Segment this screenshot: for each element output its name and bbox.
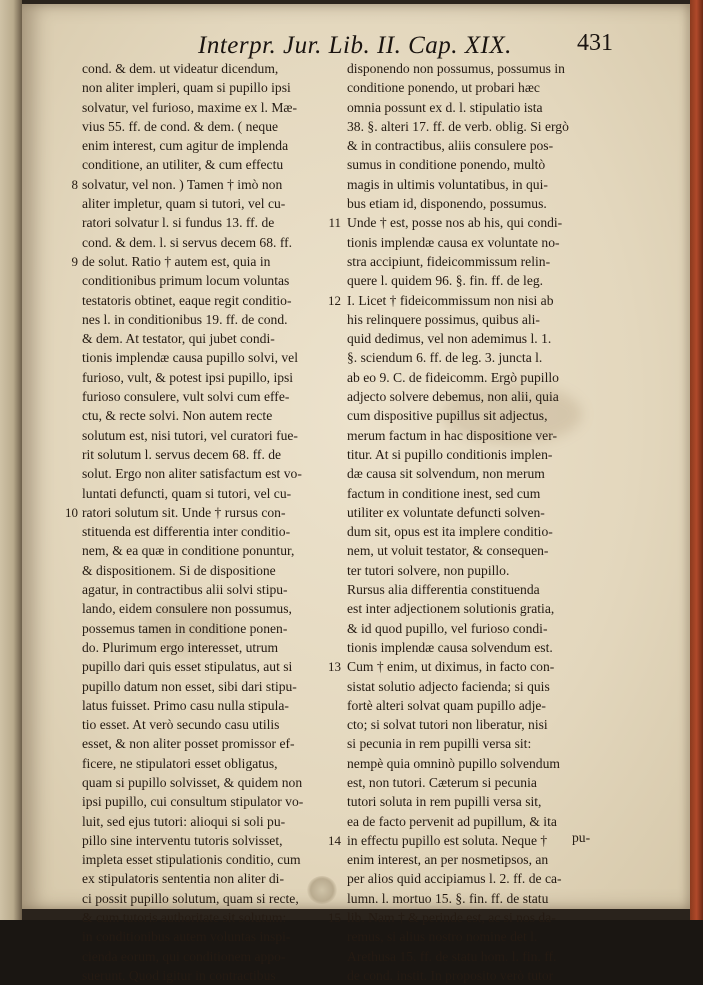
text-line — [347, 522, 618, 541]
line-text: furioso, vult, & potest ipsi pupillo, ipsi — [82, 369, 294, 385]
line-text: lib. Nam † & perinde est, ac si nos da- — [347, 910, 556, 926]
text-line — [82, 792, 348, 811]
text-line — [347, 561, 618, 580]
line-text: stra accipiunt, fideicommissum relin- — [347, 253, 551, 269]
left-text-column — [65, 59, 348, 985]
line-text: & dispositionem. Si de dispositione — [82, 562, 276, 578]
line-text: ter tutori solvere, non pupillo. — [347, 562, 510, 578]
text-line — [347, 155, 618, 174]
line-text: in conditionibus autem voluntas inspi- — [82, 929, 291, 945]
line-text: per alios quid accipiamus l. 2. ff. de ca- — [347, 871, 562, 887]
text-line — [347, 966, 618, 985]
text-line — [347, 715, 618, 734]
line-text: de solut. Ratio † autem est, quia in — [82, 253, 271, 269]
text-line — [347, 252, 618, 271]
text-line — [347, 194, 618, 213]
text-line — [82, 194, 348, 213]
line-text: pupillo datum non esset, sibi dari stipu- — [82, 678, 297, 694]
line-text: ctu, & recte solvi. Non autem recte — [82, 408, 273, 424]
catchword: pu- — [572, 830, 591, 845]
text-line — [347, 503, 618, 522]
line-text: lumn. l. mortuo 15. §. fin. ff. de statu — [347, 890, 549, 906]
text-line — [82, 291, 348, 310]
line-text: solut. Ergo non aliter satisfactum est vo- — [82, 466, 302, 482]
text-line — [347, 599, 618, 618]
margin-number: 8 — [71, 176, 78, 192]
text-line — [82, 657, 348, 676]
text-line — [347, 619, 618, 638]
line-text: fortè alteri solvat quam pupillo adje- — [347, 697, 546, 713]
text-line — [82, 619, 348, 638]
line-text: dæ causa sit solvendum, non merum — [347, 466, 545, 482]
text-line — [82, 947, 348, 966]
text-line — [347, 812, 618, 831]
line-text: tio esset. At verò secundo casu utilis — [82, 717, 280, 733]
text-line — [328, 908, 618, 927]
line-text: titur. At si pupillo conditionis implen- — [347, 446, 553, 462]
margin-number: 10 — [65, 504, 78, 520]
book-cover-edge — [690, 0, 703, 920]
line-text: conditionibus primum locum voluntas — [82, 273, 290, 289]
line-text: & dem. At testator, qui jubet condi- — [82, 331, 275, 347]
text-line — [82, 426, 348, 445]
text-line — [82, 831, 348, 850]
text-line — [82, 59, 348, 78]
line-text: in effectu pupillo est soluta. Neque † — [347, 832, 548, 848]
line-text: cond. & dem. l. si servus decem 68. ff. — [82, 234, 293, 250]
line-text: suerunt. Quod igitur in contractibus — [82, 967, 276, 983]
line-text: 38. §. alteri 17. ff. de verb. oblig. Si ergò — [347, 118, 569, 134]
line-text: latus fuisset. Primo casu nulla stipula- — [82, 697, 289, 713]
text-line — [71, 175, 348, 194]
text-line — [82, 541, 348, 560]
line-text: cienda eorum, qui conditionem appo- — [82, 948, 286, 964]
line-text: tionis implendæ causa solvendum est. — [347, 639, 553, 655]
line-text: magis in ultimis voluntatibus, in qui- — [347, 176, 548, 192]
line-text: enim interest, an per nosmetipsos, an — [347, 852, 549, 868]
line-text: possemus tamen in conditione ponen- — [82, 620, 288, 636]
line-text: est inter adjectionem solutionis gratia, — [347, 601, 555, 617]
text-line — [82, 78, 348, 97]
text-line — [347, 734, 618, 753]
page-number: 431 — [577, 30, 613, 56]
line-text: ipsi pupillo, cui consultum stipulator vo- — [82, 794, 304, 810]
margin-number: 12 — [328, 292, 341, 308]
margin-number: 15 — [328, 910, 341, 926]
text-line — [82, 233, 348, 252]
text-line — [82, 677, 348, 696]
line-text: nempè quia omninò pupillo solvendum — [347, 755, 560, 771]
line-text: tionis implendæ causa pupillo solvi, vel — [82, 350, 298, 366]
text-line — [65, 503, 348, 522]
text-line — [347, 233, 618, 252]
line-text: aliter impletur, quam si tutori, vel cu- — [82, 196, 286, 212]
line-text: ci possit pupillo solutum, quam si recte, — [82, 890, 299, 906]
line-text: solutum est, nisi tutori, vel curatori fue- — [82, 427, 298, 443]
text-line — [82, 406, 348, 425]
ink-smudge — [307, 876, 337, 904]
previous-page-edge — [0, 0, 22, 920]
line-text: pillo sine interventu tutoris solvisset, — [82, 832, 283, 848]
line-text: furioso consulere, vult solvi cum effe- — [82, 389, 290, 405]
text-line — [347, 792, 618, 811]
line-text: conditione, an utiliter, & cum effectu — [82, 157, 284, 173]
text-line — [71, 252, 348, 271]
line-text: ea de facto pervenit ad pupillum, & ita — [347, 813, 557, 829]
line-text: quam si pupillo solvisset, & quidem non — [82, 774, 303, 790]
line-text: agatur, in contractibus alii solvi stipu- — [82, 582, 288, 598]
text-line — [347, 310, 618, 329]
line-text: utiliter ex voluntate defuncti solven- — [347, 504, 545, 520]
text-line — [347, 869, 618, 888]
text-line — [347, 947, 618, 966]
text-line — [328, 213, 618, 232]
text-line — [82, 734, 348, 753]
text-line — [82, 561, 348, 580]
line-text: tutori soluta in rem pupilli versa sit, — [347, 794, 542, 810]
text-line — [82, 908, 348, 927]
line-text: disponendo non possumus, possumus in — [347, 61, 565, 76]
line-text: ficere, ne stipulatori esset obligatus, — [82, 755, 278, 771]
text-line — [347, 464, 618, 483]
line-text: sistat solutio adjecto facienda; si quis — [347, 678, 550, 694]
line-text: bus etiam id, disponendo, possumus. — [347, 196, 547, 212]
text-line — [82, 271, 348, 290]
line-text: solvatur, vel non. ) Tamen † imò non — [82, 176, 283, 192]
text-line — [328, 291, 618, 310]
text-line — [82, 445, 348, 464]
line-text: si pecunia in rem pupilli versa sit: — [347, 736, 532, 752]
line-text: ratori solvatur l. si fundus 13. ff. de — [82, 215, 275, 231]
line-text: ab eo 9. C. de fideicomm. Ergò pupillo — [347, 369, 559, 385]
text-line — [82, 966, 348, 985]
line-text: cto; si solvat tutori non liberatur, nisi — [347, 717, 548, 733]
line-text: vius 55. ff. de cond. & dem. ( neque — [82, 118, 279, 134]
text-line — [347, 773, 618, 792]
line-text: do. Plurimum ergo interesset, utrum — [82, 639, 279, 655]
line-text: cum dispositive pupillus sit adjectus, — [347, 408, 548, 424]
line-text: remus, si alius nostro nomine det l. — [347, 929, 538, 945]
text-line — [347, 638, 618, 657]
line-text: de cond. instit. In proposito verò tutor — [347, 967, 554, 983]
text-line — [82, 927, 348, 946]
margin-number: 9 — [71, 253, 78, 269]
text-line — [347, 387, 618, 406]
margin-number: 11 — [328, 215, 341, 231]
line-text: ex stipulatoris sententia non aliter di- — [82, 871, 284, 887]
text-line — [82, 522, 348, 541]
line-text: his relinquere possimus, quibus ali- — [347, 311, 540, 327]
line-text: tionis implendæ causa ex voluntate no- — [347, 234, 560, 250]
text-line — [82, 580, 348, 599]
line-text: non aliter impleri, quam si pupillo ipsi — [82, 80, 291, 96]
line-text: & cum tutoris authoritate sit solutum: — [82, 910, 287, 926]
text-line — [347, 484, 618, 503]
line-text: sumus in conditione ponendo, multò — [347, 157, 546, 173]
text-line — [347, 850, 618, 869]
text-line — [82, 310, 348, 329]
line-text: Unde † est, posse nos ab his, qui condi- — [347, 215, 563, 231]
margin-number: 13 — [328, 659, 341, 675]
text-line — [82, 484, 348, 503]
line-text: §. sciendum 6. ff. de leg. 3. juncta l. — [347, 350, 543, 366]
text-line — [347, 445, 618, 464]
line-text: quere l. quidem 96. §. fin. ff. de leg. — [347, 273, 544, 289]
text-line — [347, 59, 618, 78]
margin-number: 14 — [328, 832, 341, 848]
text-line — [82, 98, 348, 117]
text-line — [82, 812, 348, 831]
line-text: cond. & dem. ut videatur dicendum, — [82, 61, 279, 76]
text-line — [82, 696, 348, 715]
line-text: rit solutum l. servus decem 68. ff. de — [82, 446, 282, 462]
text-line — [347, 98, 618, 117]
text-line — [82, 773, 348, 792]
line-text: quid dedimus, vel non ademimus l. 1. — [347, 331, 552, 347]
text-line — [347, 329, 618, 348]
line-text: pupillo dari quis esset stipulatus, aut si — [82, 659, 293, 675]
text-line — [347, 927, 618, 946]
text-line — [82, 715, 348, 734]
text-line — [82, 136, 348, 155]
line-text: ratori solutum sit. Unde † rursus con- — [82, 504, 286, 520]
text-line — [347, 271, 618, 290]
text-line — [347, 696, 618, 715]
right-text-column — [328, 59, 618, 985]
line-text: Arethusa 15. ff. de statu hom. l. fin. ff. — [347, 948, 557, 964]
line-text: adjecto solvere debemus, non alii, quia — [347, 389, 559, 405]
text-line — [82, 754, 348, 773]
line-text: solvatur, vel furioso, maxime ex l. Mæ- — [82, 99, 298, 115]
text-line — [82, 464, 348, 483]
text-line — [347, 78, 618, 97]
text-line — [347, 754, 618, 773]
text-line — [347, 368, 618, 387]
running-title: Interpr. Jur. Lib. II. Cap. XIX. — [198, 32, 512, 59]
line-text: nem, ut voluit testator, & consequen- — [347, 543, 549, 559]
text-line — [347, 677, 618, 696]
text-line — [82, 117, 348, 136]
text-line — [347, 136, 618, 155]
text-line — [347, 406, 618, 425]
line-text: est, non tutori. Cæterum si pecunia — [347, 774, 537, 790]
line-text: luntati defuncti, quam si tutori, vel cu- — [82, 485, 292, 501]
line-text: merum factum in hac dispositione ver- — [347, 427, 557, 443]
page-sheet — [22, 4, 690, 983]
text-line — [82, 329, 348, 348]
text-line — [82, 368, 348, 387]
text-line — [347, 175, 618, 194]
line-text: nem, & ea quæ in conditione ponuntur, — [82, 543, 295, 559]
text-line — [82, 638, 348, 657]
line-text: Rursus alia differentia constituenda — [347, 582, 540, 598]
line-text: nes l. in conditionibus 19. ff. de cond. — [82, 311, 288, 327]
text-line — [82, 599, 348, 618]
line-text: esset, & non aliter posset promissor ef- — [82, 736, 295, 752]
line-text: enim interest, cum agitur de implenda — [82, 138, 289, 154]
line-text: factum in conditione inest, sed cum — [347, 485, 541, 501]
line-text: luit, sed ejus tutori: alioqui si soli pu- — [82, 813, 286, 829]
text-line — [328, 657, 618, 676]
line-text: impleta esset stipulationis conditio, cum — [82, 852, 301, 868]
line-text: omnia possunt ex d. l. stipulatio ista — [347, 99, 543, 115]
text-line — [347, 426, 618, 445]
line-text: & id quod pupillo, vel furioso condi- — [347, 620, 548, 636]
line-text: & in contractibus, aliis consulere pos- — [347, 138, 554, 154]
text-line — [347, 117, 618, 136]
text-line — [82, 348, 348, 367]
text-line — [347, 541, 618, 560]
text-line — [82, 850, 348, 869]
line-text: Cum † enim, ut diximus, in facto con- — [347, 659, 555, 675]
text-line — [82, 213, 348, 232]
text-line — [347, 889, 618, 908]
text-line — [82, 155, 348, 174]
text-line — [347, 348, 618, 367]
line-text: stituenda est differentia inter conditio- — [82, 524, 291, 540]
line-text: lando, eidem consulere non possumus, — [82, 601, 292, 617]
line-text: dum sit, opus est ita implere conditio- — [347, 524, 553, 540]
line-text: I. Licet † fideicommissum non nisi ab — [347, 292, 554, 308]
page-header — [22, 28, 690, 58]
line-text: conditione ponendo, ut probari hæc — [347, 80, 540, 96]
line-text: testatoris obtinet, eaque regit conditio- — [82, 292, 292, 308]
text-line — [347, 580, 618, 599]
text-line — [82, 387, 348, 406]
